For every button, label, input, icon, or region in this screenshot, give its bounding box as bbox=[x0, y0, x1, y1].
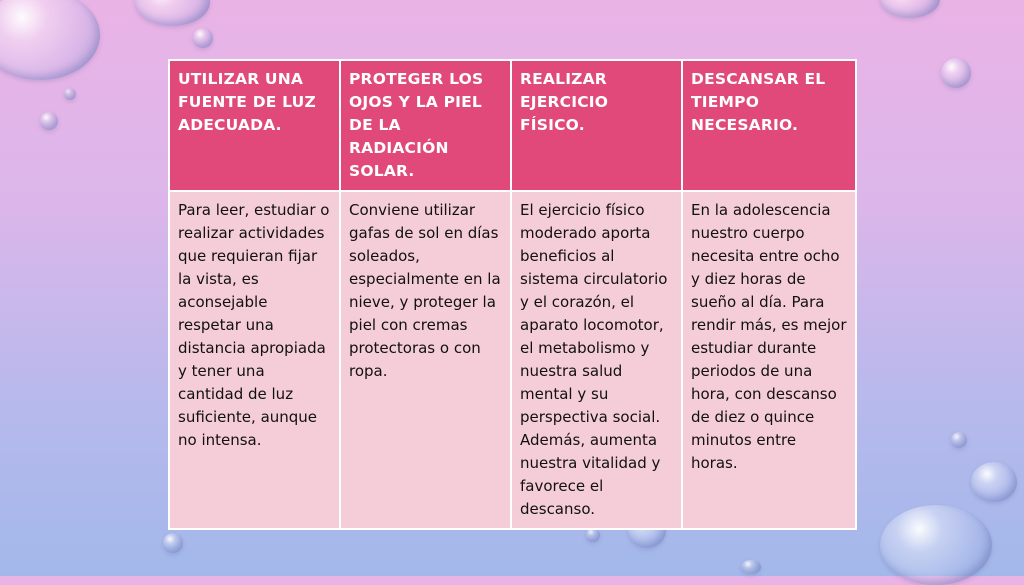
header-rest: DESCANSAR EL TIEMPO NECESARIO. bbox=[682, 60, 856, 191]
droplet-decoration bbox=[880, 0, 940, 18]
table-header-row bbox=[169, 60, 856, 191]
droplet-decoration bbox=[880, 505, 992, 585]
cell-light-source: Para leer, estudiar o realizar actividades que requieran fijar la vista, es aconsejable respetar una distancia apropiada y tener una cantidad de luz suficiente, aunque no intensa. bbox=[169, 191, 340, 529]
cell-sun-protection: Conviene utilizar gafas de sol en días soleados, especialmente en la nieve, y proteger la piel con cremas protectoras o con ropa. bbox=[340, 191, 511, 529]
droplet-decoration bbox=[40, 112, 58, 130]
health-habits-table bbox=[168, 59, 857, 530]
droplet-decoration bbox=[951, 432, 967, 448]
droplet-decoration bbox=[941, 58, 971, 88]
cell-rest: En la adolescencia nuestro cuerpo necesita entre ocho y diez horas de sueño al día. Para rendir más, es mejor estudiar durante periodos de una hora, con descanso de diez o quince minutos entre horas. bbox=[682, 191, 856, 529]
droplet-decoration bbox=[971, 462, 1017, 502]
droplet-decoration bbox=[586, 528, 600, 542]
droplet-decoration bbox=[163, 533, 183, 553]
droplet-decoration bbox=[64, 88, 76, 100]
droplet-decoration bbox=[741, 560, 761, 574]
header-sun-protection: PROTEGER LOS OJOS Y LA PIEL DE LA RADIACIÓN SOLAR. bbox=[340, 60, 511, 191]
cell-exercise: El ejercicio físico moderado aporta beneficios al sistema circulatorio y el corazón, el aparato locomotor, el metabolismo y nuestra salud mental y su perspectiva social. Además, aumenta nuestra vitalidad y favorece el descanso. bbox=[511, 191, 682, 529]
droplet-decoration bbox=[135, 0, 210, 26]
table-row bbox=[169, 191, 856, 529]
header-light-source: UTILIZAR UNA FUENTE DE LUZ ADECUADA. bbox=[169, 60, 340, 191]
header-exercise: REALIZAR EJERCICIO FÍSICO. bbox=[511, 60, 682, 191]
droplet-decoration bbox=[0, 0, 100, 80]
droplet-decoration bbox=[193, 28, 213, 48]
